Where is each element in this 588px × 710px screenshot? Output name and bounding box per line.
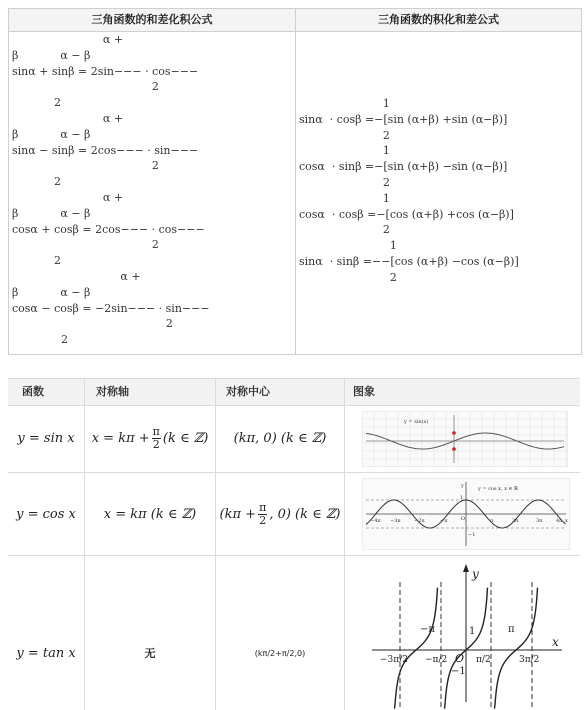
fraction-numerator: π [152,424,160,438]
tan-tick-pi2: π/2 [476,655,491,665]
formula-line: 2 [12,317,173,331]
left-header: 三角函数的和差化积公式 [9,9,296,32]
tan-tick-neg-3pi2: −3π/2 [380,655,408,665]
formula-line: sinα − sinβ = 2cos−−− · sin−−− [12,143,199,157]
sin-graph [362,411,568,467]
sum-to-product-table [8,8,582,355]
tan-tick-neg-pi2: −π/2 [425,655,448,665]
pi-over-2-fraction [152,426,161,451]
tan-minus-pi-label: −π [420,624,435,635]
right-header: 三角函数的积化和差公式 [296,9,581,32]
function-tan: y = tan x [16,645,76,661]
header-function: 函数 [22,385,44,398]
formula-line: 2 [299,176,390,189]
table-row [8,473,580,556]
cos-graph-label: y = cos x, x ∈ ℝ [478,486,519,492]
fraction-denominator: 2 [259,513,267,527]
formula-line: β α − β [12,206,91,220]
column-divider [344,378,345,710]
formula-line: 2 [299,270,397,284]
header-axis: 对称轴 [96,385,129,398]
trig-symmetry-table [8,378,580,710]
center-cos-suffix: , 0) (k ∈ ℤ) [269,506,341,522]
axis-sin [85,404,215,472]
tan-origin-label: O [455,652,465,665]
formula-line: cosα − cosβ = −2sin−−− · sin−−− [12,301,210,315]
axis-sin-prefix: x = kπ + [91,430,150,446]
function-cos: y = cos x [16,506,76,522]
cos-tick-label: x [565,518,568,524]
formula-line: 2 [12,254,61,268]
formula-line: 2 [299,128,390,142]
formula-line: 1 [299,97,390,110]
column-divider [84,378,85,710]
cos-tick-label: 2π [512,518,519,524]
tan-minus-one-label: −1 [451,666,466,677]
cos-tick-label: −3π [390,518,401,524]
formula-line: cosα · sinβ =−[sin (α+β) −sin (α−β)] [299,160,508,174]
fraction-numerator: π [259,500,267,514]
formula-line: cosα + cosβ = 2cos−−− · cos−−− [12,222,205,236]
cos-y-one: 1 [460,495,464,501]
formula-line: β α − β [12,48,91,62]
header-center: 对称中心 [226,385,270,398]
cos-tick-label: 4π [556,518,563,524]
column-divider [295,9,296,354]
formula-line: α + [12,191,124,204]
formula-line: 1 [299,239,397,253]
axis-cos: x = kπ (k ∈ ℤ) [103,506,197,522]
center-cos-prefix: (kπ + [219,506,257,522]
tan-pi-label: π [508,624,515,635]
formula-line: 2 [12,175,61,189]
sin-graph-label: y = sin(x) [404,419,429,425]
formula-line: 2 [12,238,159,252]
function-sin: y = sin x [17,430,75,446]
formula-line: 2 [12,80,159,94]
formula-line: 1 [299,191,390,205]
center-cos [216,473,344,555]
center-sin: (kπ, 0) (k ∈ ℤ) [233,430,327,446]
pi-over-2-fraction [258,502,267,527]
cos-tick-label: O [461,516,466,522]
cos-y-label: y [461,483,464,489]
cos-graph [362,478,570,550]
cos-y-minus-one: −1 [468,532,476,538]
formula-line: α + [12,270,141,283]
formula-line: sinα · cosβ =−[sin (α+β) +sin (α−β)] [299,112,508,126]
formula-line: sinα · sinβ =−−[cos (α+β) −cos (α−β)] [299,255,519,268]
cos-tick-label: −4π [370,518,381,524]
cos-tick-label: −2π [414,518,425,524]
axis-sin-suffix: (k ∈ ℤ) [162,430,209,446]
formula-line: 2 [299,223,390,237]
formula-line: 2 [12,333,68,347]
axis-tan: 无 [144,647,156,660]
formula-line: 2 [12,159,159,173]
cos-tick-label: π [490,518,494,524]
cos-tick-label: −π [440,518,448,524]
formula-line: β α − β [12,285,91,299]
column-divider [215,378,216,710]
formula-line: cosα · cosβ =−[cos (α+β) +cos (α−β)] [299,207,514,221]
header-graph: 图象 [353,385,375,398]
table-row [8,404,580,473]
formula-line: β α − β [12,127,91,141]
formula-line: 2 [12,96,61,110]
formula-line: α + [12,33,124,46]
tan-y-label: y [472,567,479,581]
formula-line: 1 [299,144,390,158]
tan-one-label: 1 [469,626,476,637]
cos-tick-label: 3π [536,518,543,524]
center-tan: (kπ/2+π/2,0) [254,648,306,658]
table-row [8,556,580,710]
tan-graph [362,562,568,710]
tan-tick-3pi2: 3π/2 [519,655,540,665]
formula-line: sinα + sinβ = 2sin−−− · cos−−− [12,64,199,78]
formula-line: α + [12,112,124,125]
table-header-row [8,378,580,406]
tan-x-label: x [552,635,559,649]
fraction-denominator: 2 [152,437,160,451]
